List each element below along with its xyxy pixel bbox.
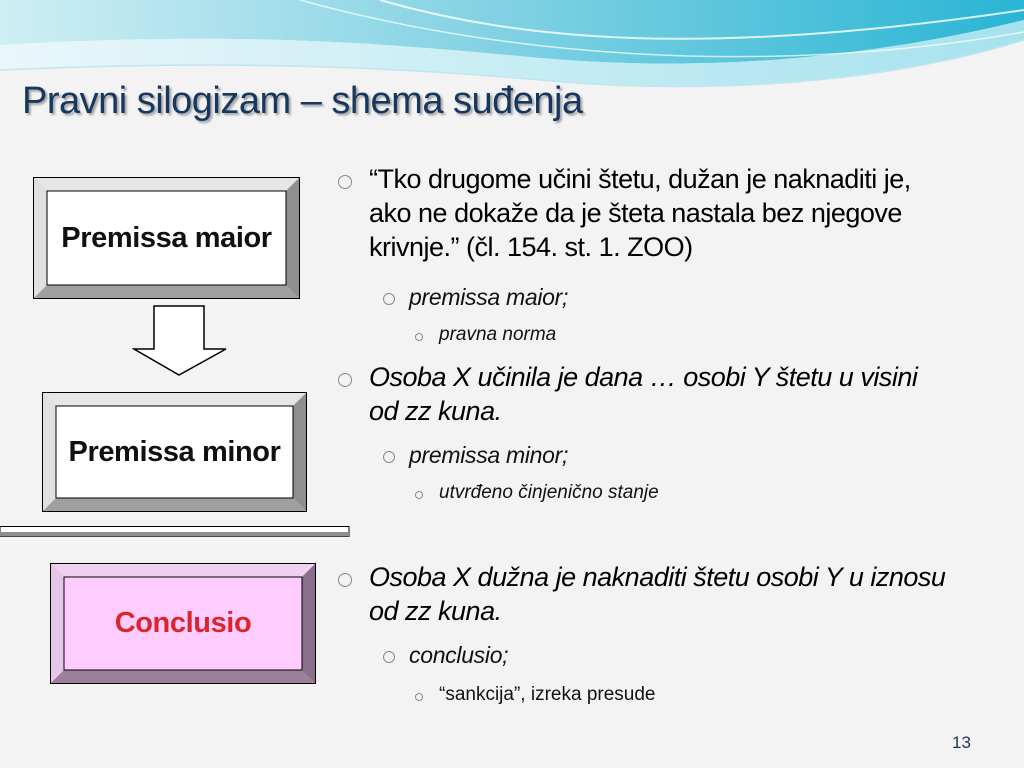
bullet-item [335,322,556,348]
circle-bullet-icon [415,491,423,499]
bullet-text: “Tko drugome učini štetu, dužan je naknaditi je, ako ne dokaže da je šteta nastala bez njegove krivnje.” (čl. 154. st. 1. ZOO) [369,164,911,262]
circle-bullet-icon [415,693,423,701]
circle-bullet-icon [383,451,395,463]
bullet-item [335,440,568,470]
circle-bullet-icon [383,293,395,305]
bullet-text: premissa maior; [409,284,569,310]
bullet-item [335,640,508,670]
circle-bullet-icon [383,651,395,663]
page-number: 13 [952,733,971,752]
bullet-item [335,682,655,708]
bullet-text: premissa minor; [409,442,569,468]
premise-major-label: Premissa maior [61,221,272,254]
conclusion-label: Conclusio [114,607,252,639]
circle-bullet-icon [338,175,352,189]
bullet-item [335,360,949,428]
bullet-text: “sankcija”, izreka presude [439,684,656,705]
bullet-text: utvrđeno činjenično stanje [439,482,659,503]
circle-bullet-icon [338,573,352,587]
down-arrow-icon [132,305,228,377]
bullet-item [335,480,659,506]
bullet-text: pravna norma [439,324,557,345]
premise-minor-label: Premissa minor [68,435,281,468]
circle-bullet-icon [338,373,352,387]
bullet-text: conclusio; [409,642,509,668]
conclusion-box [50,563,316,684]
circle-bullet-icon [415,333,423,341]
bullet-item [335,560,949,628]
premise-minor-box [42,392,307,512]
slide-title: Pravni silogizam – shema suđenja [22,80,583,122]
bullet-item [335,282,568,312]
bullet-item [335,162,949,264]
bullet-text: Osoba X dužna je naknaditi štetu osobi Y u iznosu od zz kuna. [369,562,946,626]
premise-major-box [33,177,300,299]
divider-line [0,526,350,538]
bullet-text: Osoba X učinila je dana … osobi Y štetu u visini od zz kuna. [369,362,918,426]
